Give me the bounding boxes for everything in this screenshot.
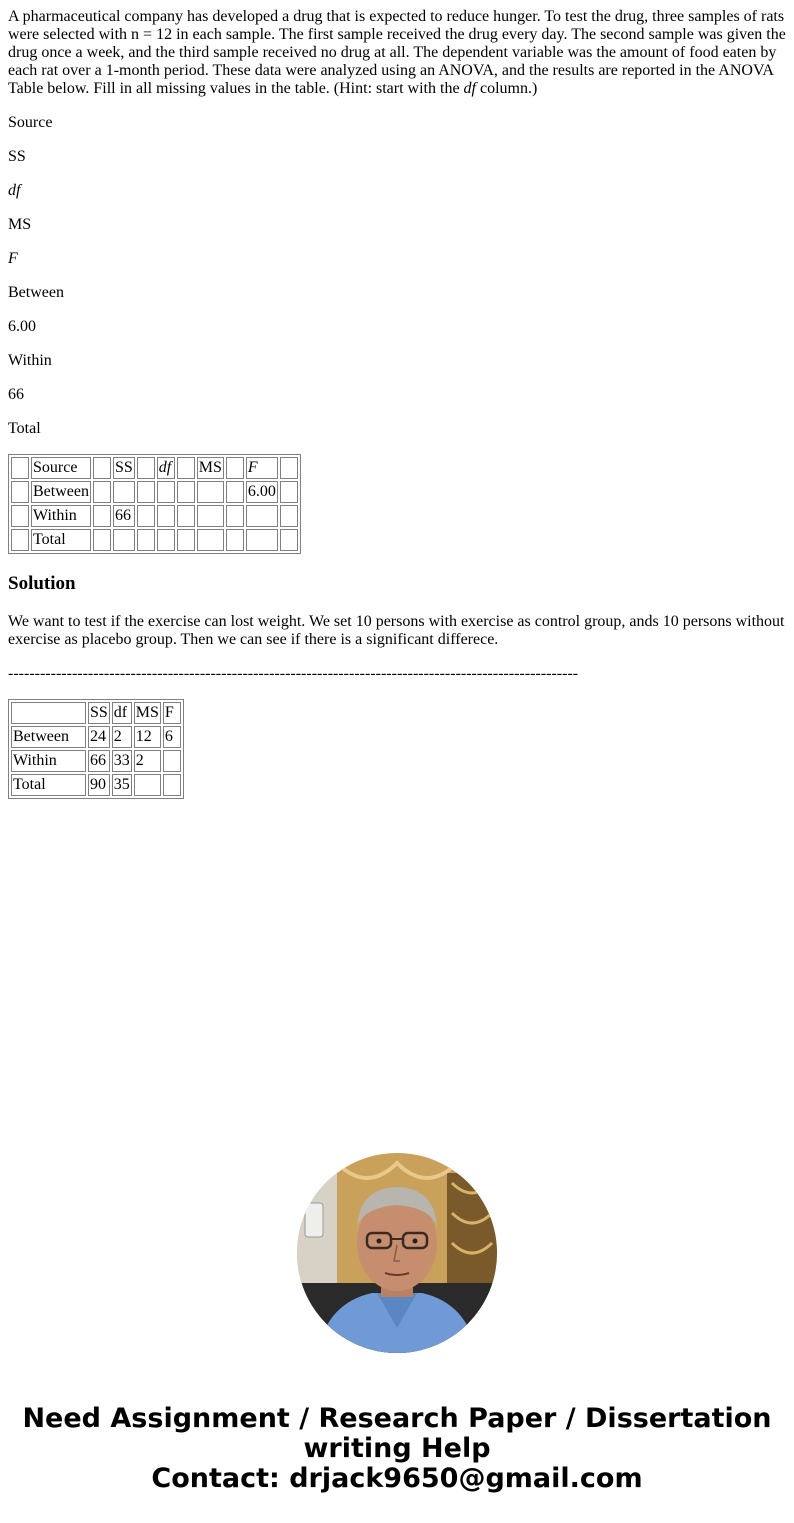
empty-cell [11,457,29,479]
row-source: Total [11,774,86,796]
empty-cell [226,505,244,527]
question-text-end: column.) [476,80,538,97]
row-source: Between [11,726,86,748]
question-text-start: A pharmaceutical company has developed a drug that is expected to reduce hunger. To test the drug, three samples of rats were selected with n = 12 in each sample. The first sample received the drug every day. The second sample was given the drug once a week, and the third sample received no drug at all. The dependent variable was the amount of food eaten by each rat over a 1-month period. These data were analyzed using an ANOVA, and the results are reported in the ANOVA Table below. Fill in all missing values in the table. (Hint: start with the [8,8,786,97]
solution-paragraph: We want to test if the exercise can lost weight. We set 10 persons with exercise as control group, ands 10 persons without exercise as placebo group. Then we can see if there is a significant differece. [8,613,785,648]
header-f: F [163,702,181,724]
header-df: df [157,457,175,479]
header-blank [11,702,86,724]
row-source: Total [31,529,91,551]
row-ss: 66 [88,750,110,772]
separator-line: ----------------------------------------------------------------------------------------------------------- [8,665,579,682]
empty-cell [137,529,155,551]
empty-cell [11,481,29,503]
promo-line-2: writing Help [303,1433,491,1464]
flat-within-ss: 66 [8,386,24,403]
empty-cell [93,529,111,551]
row-df: 33 [112,750,132,772]
table-row [11,457,298,479]
empty-cell [137,481,155,503]
empty-cell [226,481,244,503]
empty-cell [177,457,195,479]
empty-cell [93,457,111,479]
flat-df: df [8,182,21,199]
promo-line-1: Need Assignment / Research Paper / Dissertation [22,1403,772,1434]
row-ms [134,774,161,796]
row-f [163,750,181,772]
header-ms: MS [134,702,161,724]
row-df [157,505,175,527]
row-df [157,529,175,551]
empty-cell [177,481,195,503]
flat-between: Between [8,284,64,301]
row-ms [197,529,224,551]
empty-cell [280,457,298,479]
row-ss: 24 [88,726,110,748]
table-row [11,505,298,527]
empty-cell [280,481,298,503]
question-anova-table [8,454,301,554]
row-f [246,529,278,551]
header-ss: SS [113,457,135,479]
solution-anova-table [8,699,184,799]
table-row [11,750,181,772]
row-source: Between [31,481,91,503]
table-row [11,481,298,503]
empty-cell [280,505,298,527]
flat-source: Source [8,114,53,131]
empty-cell [137,505,155,527]
flat-ss: SS [8,148,26,165]
header-f: F [246,457,278,479]
row-ss: 66 [113,505,135,527]
empty-cell [93,481,111,503]
empty-cell [280,529,298,551]
header-ms: MS [197,457,224,479]
flat-total: Total [8,420,41,437]
flat-f: F [8,250,18,267]
empty-cell [177,505,195,527]
empty-cell [177,529,195,551]
empty-cell [137,457,155,479]
row-f: 6.00 [246,481,278,503]
row-source: Within [31,505,91,527]
author-avatar [297,1153,497,1353]
empty-cell [11,505,29,527]
row-df: 2 [112,726,132,748]
row-f: 6 [163,726,181,748]
row-ms: 2 [134,750,161,772]
df-term: df [463,80,476,97]
question-paragraph [8,8,786,98]
empty-cell [226,457,244,479]
promo-contact: Contact: drjack9650@gmail.com [151,1463,643,1494]
header-source: Source [31,457,91,479]
table-row [11,529,298,551]
solution-heading: Solution [8,573,76,594]
flat-within: Within [8,352,52,369]
row-ms: 12 [134,726,161,748]
empty-cell [93,505,111,527]
author-portrait-image [297,1153,497,1353]
row-ss: 90 [88,774,110,796]
header-ss: SS [88,702,110,724]
row-df: 35 [112,774,132,796]
row-f [163,774,181,796]
row-f [246,505,278,527]
empty-cell [226,529,244,551]
empty-cell [11,529,29,551]
table-row [11,774,181,796]
table-row [11,726,181,748]
row-source: Within [11,750,86,772]
promo-banner [0,1404,794,1494]
row-ss [113,481,135,503]
row-ss [113,529,135,551]
row-ms [197,505,224,527]
flat-ms: MS [8,216,32,233]
row-ms [197,481,224,503]
row-df [157,481,175,503]
table-row [11,702,181,724]
flat-between-f: 6.00 [8,318,36,335]
header-df: df [112,702,132,724]
